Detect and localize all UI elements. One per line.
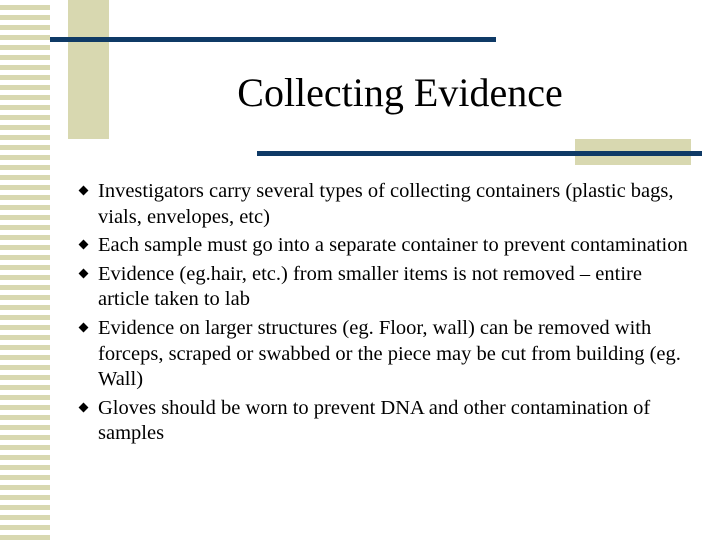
diamond-bullet-icon [79, 402, 89, 412]
tan-accent-block-top [68, 0, 109, 139]
bullet-text: Each sample must go into a separate container to prevent contamination [98, 234, 688, 257]
title-rule-bottom [257, 151, 702, 156]
bullet-list [78, 179, 688, 450]
bullet-item [78, 396, 688, 447]
bullet-text: Evidence on larger structures (eg. Floor, wall) can be removed with forceps, scraped or swabbed or the piece may be cut from building (eg. Wall) [98, 316, 681, 391]
diamond-bullet-icon [79, 186, 89, 196]
bullet-item [78, 262, 688, 313]
diamond-bullet-icon [79, 323, 89, 333]
bullet-text: Investigators carry several types of collecting containers (plastic bags, vials, envelopes, etc) [98, 180, 674, 228]
bullet-text: Evidence (eg.hair, etc.) from smaller items is not removed – entire article taken to lab [98, 262, 642, 311]
slide-title: Collecting Evidence [237, 70, 563, 115]
bullet-item [78, 179, 688, 230]
diamond-bullet-icon [79, 240, 89, 250]
bullet-text: Gloves should be worn to prevent DNA and other contamination of samples [98, 396, 651, 445]
bullet-item [78, 233, 688, 259]
bullet-item [78, 316, 688, 393]
diamond-bullet-icon [79, 268, 89, 278]
left-stripe-decoration [0, 0, 50, 540]
title-rule-top [50, 37, 496, 42]
